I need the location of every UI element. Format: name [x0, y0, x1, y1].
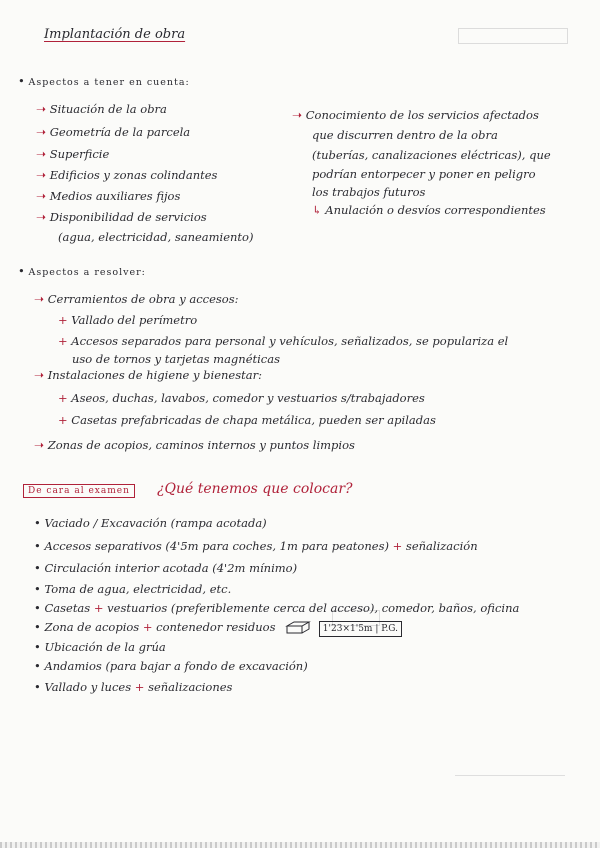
exam-item: • Vallado y luces + señalizaciones — [34, 680, 233, 694]
exam-label-box: De cara al examen — [23, 484, 135, 498]
exam-item: • Vaciado / Excavación (rampa acotada) — [34, 516, 267, 530]
list-item: ➝ Edificios y zonas colindantes — [36, 168, 218, 182]
list-item: ➝ Superficie — [36, 147, 110, 161]
section-heading-aspectos-tener: • Aspectos a tener en cuenta: — [18, 74, 190, 88]
exam-question: ¿Qué tenemos que colocar? — [157, 481, 353, 497]
note-line: ↳ Anulación o desvíos correspondientes — [312, 203, 546, 217]
exam-item: • Casetas + vestuarios (preferiblemente cerca del acceso), comedor, baños, oficina — [34, 601, 520, 615]
exam-item: • Ubicación de la grúa — [34, 640, 166, 654]
exam-item: • Zona de acopios + contenedor residuos 1'23×1'5m | P.G. — [34, 620, 402, 637]
list-item: ➝ Instalaciones de higiene y bienestar: — [34, 368, 262, 382]
page-title: Implantación de obra — [44, 27, 186, 42]
note-line: ➝ Conocimiento de los servicios afectados — [292, 108, 539, 122]
list-item: ➝ Zonas de acopios, caminos internos y puntos limpios — [34, 438, 355, 452]
sub-item: + Vallado del perímetro — [58, 313, 198, 327]
exam-item: • Circulación interior acotada (4'2m mínimo) — [34, 561, 298, 575]
sub-item: + Casetas prefabricadas de chapa metálica, pueden ser apiladas — [58, 413, 436, 427]
list-item: ➝ Situación de la obra — [36, 102, 167, 116]
sub-item: + Aseos, duchas, lavabos, comedor y vestuarios s/trabajadores — [58, 391, 425, 405]
exam-item: • Andamios (para bajar a fondo de excavación) — [34, 659, 308, 673]
list-item: ➝ Geometría de la parcela — [36, 125, 191, 139]
sub-item: + Accesos separados para personal y vehículos, señalizados, se populariza el — [58, 334, 509, 348]
list-item: ➝ Medios auxiliares fijos — [36, 189, 181, 203]
note-line: podrían entorpecer y poner en peligro — [312, 167, 536, 181]
list-item: ➝ Cerramientos de obra y accesos: — [34, 292, 239, 306]
list-item: ➝ Disponibilidad de servicios — [36, 210, 207, 224]
container-sketch-icon — [285, 621, 311, 635]
ghost-box — [458, 28, 568, 44]
ghost-line — [455, 775, 565, 777]
note-line: que discurren dentro de la obra — [312, 128, 498, 142]
exam-item: • Toma de agua, electricidad, etc. — [34, 582, 232, 596]
exam-item: • Accesos separativos (4'5m para coches, 1m para peatones) + señalización — [34, 539, 478, 553]
note-line: (tuberías, canalizaciones eléctricas), que — [312, 148, 551, 162]
page-edge-perforation — [0, 842, 600, 848]
section-heading-aspectos-resolver: • Aspectos a resolver: — [18, 264, 146, 278]
list-item-continuation: (agua, electricidad, saneamiento) — [58, 230, 254, 244]
note-line: los trabajos futuros — [312, 185, 426, 199]
container-size-box: 1'23×1'5m | P.G. — [319, 621, 402, 637]
sub-item-continuation: uso de tornos y tarjetas magnéticas — [72, 352, 281, 366]
